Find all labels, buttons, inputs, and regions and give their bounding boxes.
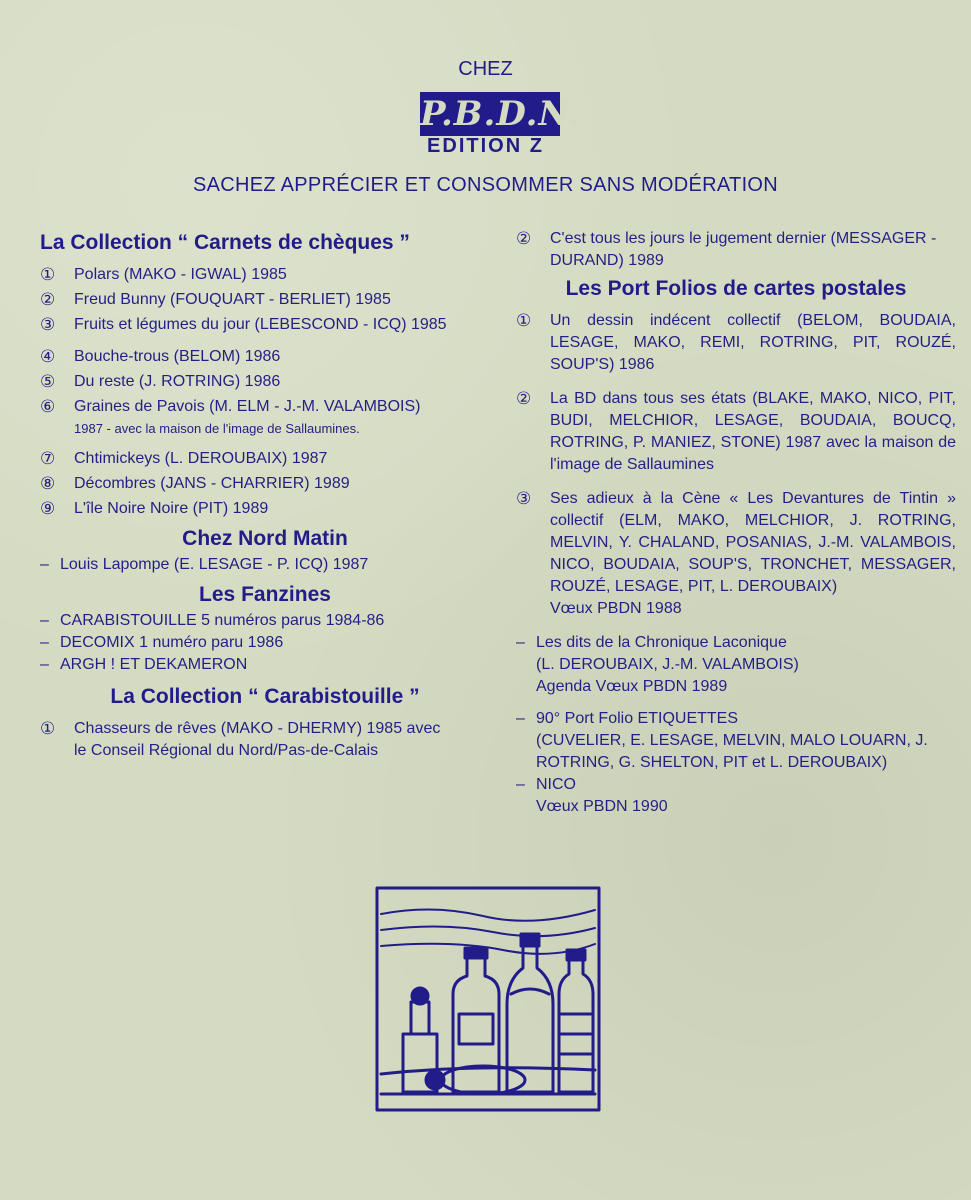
item-line: (CUVELIER, E. LESAGE, MELVIN, MALO LOUARN, J. ROTRING, G. SHELTON, PIT et L. DEROUBAIX) [536,732,928,771]
item-line: Agenda Vœux PBDN 1989 [536,678,728,695]
chez-label: CHEZ [458,58,513,80]
section-title-fanzines: Les Fanzines [199,583,331,606]
list-item [40,718,450,762]
section-title-port-folios: Les Port Folios de cartes postales [565,277,907,300]
item-text: DECOMIX 1 numéro paru 1986 [60,634,284,651]
section-title-carnets: La Collection “ Carnets de chèques ” [40,231,410,254]
list-item [40,396,490,440]
item-text: Un dessin indécent collectif (BELOM, BOUDAIA, LESAGE, MAKO, REMI, ROTRING, PIT, ROUZÉ, SOUP'S) 1986 [550,312,956,373]
left-column [40,228,490,762]
section-title-nord-matin: Chez Nord Matin [182,527,348,550]
item-text: 90° Port Folio ETIQUETTES [536,710,739,727]
list-item [516,632,956,698]
item-text: Louis Lapompe (E. LESAGE - P. ICQ) 1987 [60,556,369,573]
item-dash: – [40,634,49,651]
item-number: ③ [516,489,532,508]
item-text: Du reste (J. ROTRING) 1986 [74,373,281,390]
item-text: Bouche-trous (BELOM) 1986 [74,348,281,365]
item-line: Vœux PBDN 1990 [536,798,668,815]
item-number: ③ [40,315,56,334]
item-text: Chtimickeys (L. DEROUBAIX) 1987 [74,450,328,467]
list-item [40,289,490,311]
item-note: Vœux PBDN 1988 [550,600,682,617]
item-number: ① [516,311,532,330]
list-item [40,473,490,495]
slogan: SACHEZ APPRÉCIER ET CONSOMMER SANS MODÉRATION [192,174,779,196]
item-text: Fruits et légumes du jour (LEBESCOND - ICQ) 1985 [74,316,447,333]
list-item [40,346,490,368]
item-dash: – [516,710,525,727]
item-dash: – [516,634,525,651]
item-number: ⑨ [40,499,56,518]
list-item [516,388,956,476]
item-text: Ses adieux à la Cène « Les Devantures de Tintin » collectif (ELM, MAKO, MELCHIOR, J. ROTRING, MELVIN, Y. CHALAND, POSANIAS, J.-M. VALAMBOIS, NICO, BOUDAIA, SOUP'S, TRONCHET, MESSAGER, ROUZÉ, LESAGE, PIT, L. DEROUBAIX) [550,490,956,595]
list-item [40,610,490,632]
list-item [40,371,490,393]
list-item [516,310,956,376]
item-dash: – [40,612,49,629]
item-number: ② [516,389,532,408]
item-dash: – [516,776,525,793]
list-item [40,448,490,470]
edition-label: EDITION Z [427,135,544,157]
item-number: ① [40,719,56,738]
item-text: NICO [536,776,576,793]
item-note: 1987 - avec la maison de l'image de Sallaumines. [74,421,360,436]
item-number: ⑤ [40,372,56,391]
item-number: ④ [40,347,56,366]
item-number: ⑥ [40,397,56,416]
item-dash: – [40,656,49,673]
list-item [40,632,490,654]
item-dash: – [40,556,49,573]
item-text: C'est tous les jours le jugement dernier (MESSAGER - DURAND) 1989 [550,230,937,269]
list-item [516,488,956,620]
item-number: ② [40,290,56,309]
list-item [516,228,956,272]
list-item [40,554,490,576]
list-item [516,708,956,774]
item-text: Chasseurs de rêves (MAKO - DHERMY) 1985 avec le Conseil Régional du Nord/Pas-de-Calais [74,720,441,759]
bottles-drawing-icon [373,884,603,1114]
right-column [516,228,956,818]
item-text: Freud Bunny (FOUQUART - BERLIET) 1985 [74,291,391,308]
item-text: ARGH ! ET DEKAMERON [60,656,248,673]
item-text: La BD dans tous ses états (BLAKE, MAKO, NICO, PIT, BUDI, MELCHIOR, LESAGE, BOUDAIA, BOUCQ, ROTRING, P. MANIEZ, STONE) 1987 avec la maison de l'image de Sallaumines [550,390,956,473]
item-line: (L. DEROUBAIX, J.-M. VALAMBOIS) [536,656,799,673]
list-item [516,774,956,818]
item-text: Les dits de la Chronique Laconique [536,634,787,651]
item-text: Polars (MAKO - IGWAL) 1985 [74,266,287,283]
section-title-carabistouille: La Collection “ Carabistouille ” [110,685,420,708]
item-number: ⑧ [40,474,56,493]
item-number: ① [40,265,56,284]
item-text: Décombres (JANS - CHARRIER) 1989 [74,475,350,492]
item-number: ⑦ [40,449,56,468]
pbdn-logo: P.B.D.N. [420,94,582,134]
item-text: L'île Noire Noire (PIT) 1989 [74,500,269,517]
item-number: ② [516,229,532,248]
item-text: CARABISTOUILLE 5 numéros parus 1984-86 [60,612,385,629]
list-item [40,264,490,286]
list-item [40,498,490,520]
list-item [40,314,490,336]
item-text: Graines de Pavois (M. ELM - J.-M. VALAMBOIS) [74,398,421,415]
list-item [40,654,490,676]
